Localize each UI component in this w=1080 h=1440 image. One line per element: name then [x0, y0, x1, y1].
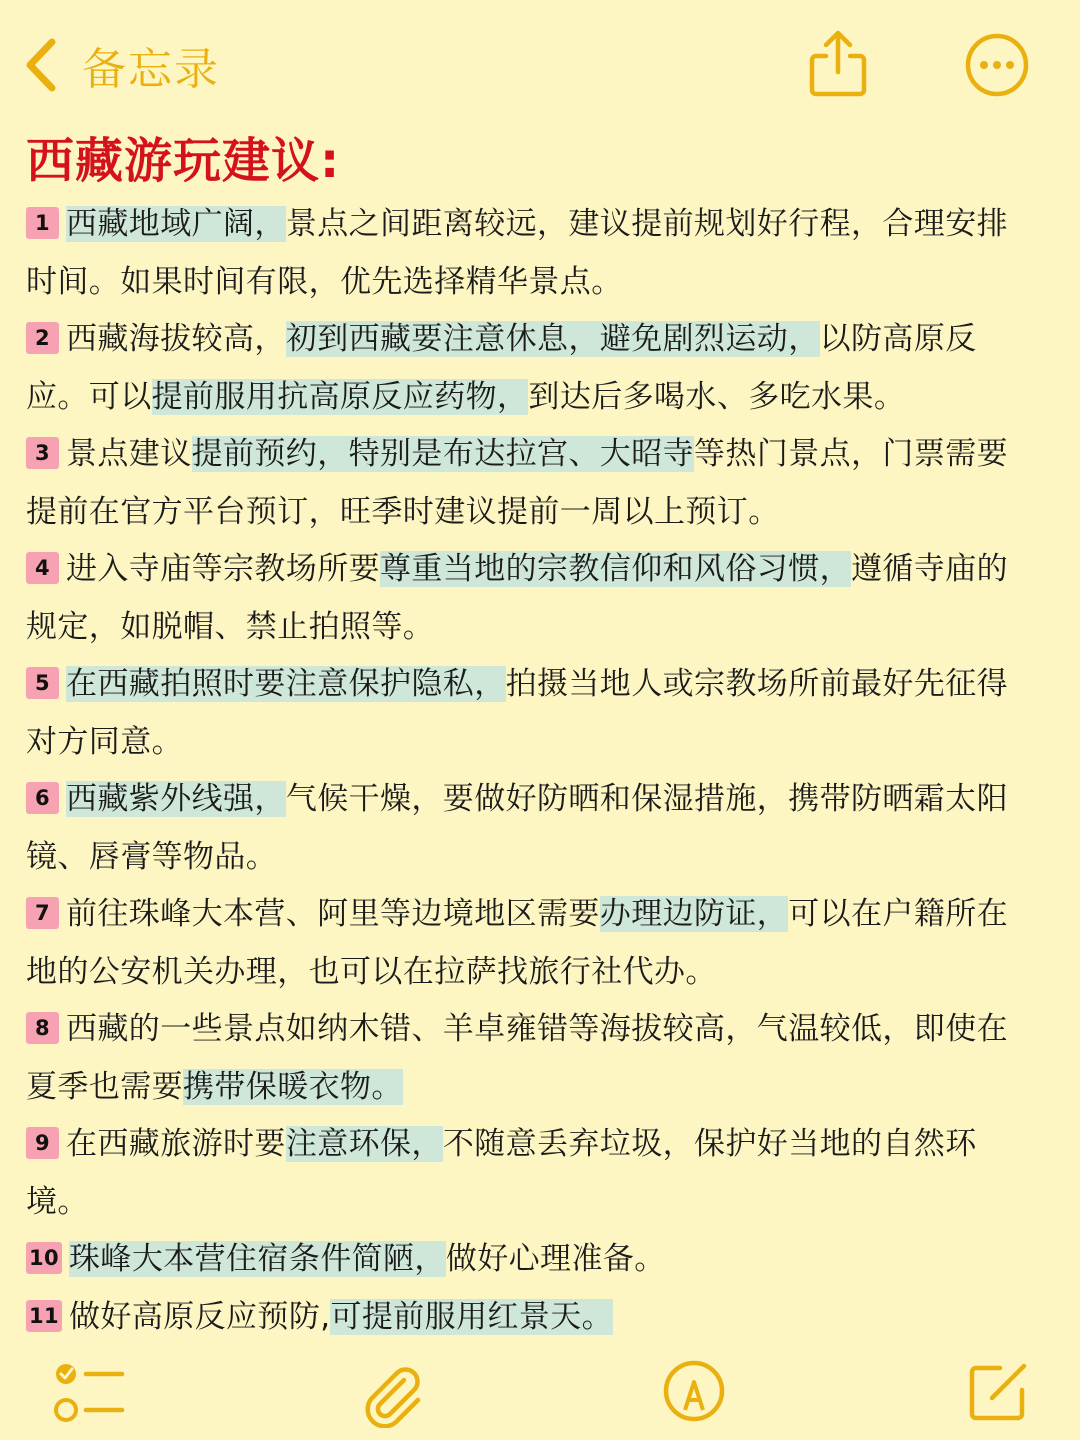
highlighted-text: 在西藏拍照时要注意保护隐私，: [66, 666, 506, 702]
note-item-7: [26, 886, 1036, 1001]
checklist-button[interactable]: [52, 1360, 126, 1430]
compose-button[interactable]: [966, 1358, 1032, 1428]
markup-pen-icon: [661, 1409, 727, 1428]
item-text: 做好心理准备。: [445, 1241, 666, 1277]
highlighted-text: 西藏紫外线强，: [66, 781, 286, 817]
highlighted-text: 西藏地域广阔，: [66, 206, 286, 242]
more-button[interactable]: [964, 32, 1030, 98]
item-text: 以防高原反应。可以: [26, 321, 977, 415]
note-item-3: [26, 426, 1036, 541]
item-number-badge: 2: [26, 322, 59, 354]
item-number-badge: 9: [26, 1127, 59, 1159]
item-text: 西藏的一些景点如纳木错、羊卓雍错等海拔较高，气温较低，即使在夏季也需要: [26, 1011, 1008, 1105]
note-item-4: [26, 541, 1036, 656]
item-number-badge: 6: [26, 782, 59, 814]
bottom-toolbar: [0, 1350, 1080, 1440]
item-number-badge: 8: [26, 1012, 59, 1044]
item-text: 到达后多喝水、多吃水果。: [528, 378, 906, 415]
item-text: 西藏海拔较高，: [66, 321, 286, 357]
share-icon: [806, 85, 870, 104]
item-text: 景点建议: [66, 436, 192, 472]
navigation-bar: [0, 0, 1080, 130]
note-item-1: [26, 196, 1036, 311]
item-text: 在西藏旅游时要: [66, 1126, 286, 1162]
note-item-10: [26, 1231, 1036, 1289]
note-item-11: [26, 1289, 1036, 1347]
item-text: 做好高原反应预防,: [69, 1298, 331, 1335]
back-label: 备忘录: [82, 44, 220, 95]
item-number-badge: 10: [26, 1242, 62, 1274]
item-text: 前往珠峰大本营、阿里等边境地区需要: [66, 896, 600, 932]
highlighted-text: 办理边防证，: [599, 896, 789, 932]
paperclip-icon: [360, 1413, 426, 1432]
item-number-badge: 4: [26, 552, 59, 584]
item-number-badge: 7: [26, 897, 59, 929]
note-item-6: [26, 771, 1036, 886]
item-text: 景点之间距离较远，建议提前规划好行程，合理安排时间。如果时间有限，优先选择精华景点。: [26, 206, 1009, 300]
checklist-icon: [52, 1411, 126, 1430]
item-text: 遵循寺庙的规定，如脱帽、禁止拍照等。: [26, 551, 1008, 645]
highlighted-text: 注意环保，: [285, 1126, 443, 1162]
item-text: 气候干燥，要做好防晒和保湿措施，携带防晒霜太阳镜、唇膏等物品。: [26, 781, 1009, 875]
highlighted-text: 携带保暖衣物。: [183, 1068, 403, 1105]
markup-button[interactable]: [661, 1358, 727, 1428]
highlighted-text: 初到西藏要注意休息，避免剧烈运动，: [285, 321, 820, 357]
highlighted-text: 珠峰大本营住宿条件简陋，: [69, 1241, 446, 1277]
note-item-8: [26, 1001, 1036, 1116]
item-number-badge: 11: [26, 1300, 62, 1332]
compose-icon: [966, 1409, 1032, 1428]
item-number-badge: 1: [26, 207, 59, 239]
item-text: 等热门景点，门票需要提前在官方平台预订，旺季时建议提前一周以上预订。: [26, 436, 1009, 530]
note-item-2: [26, 311, 1036, 426]
item-text: 可以在户籍所在地的公安机关办理，也可以在拉萨找旅行社代办。: [26, 896, 1009, 990]
item-text: 进入寺庙等宗教场所要: [66, 551, 380, 587]
share-button[interactable]: [806, 28, 870, 100]
note-item-9: [26, 1116, 1036, 1231]
item-text: 不随意丢弃垃圾，保护好当地的自然环境。: [26, 1126, 977, 1220]
highlighted-text: 提前服用抗高原反应药物，: [151, 378, 529, 415]
back-button[interactable]: [22, 30, 220, 100]
highlighted-text: 可提前服用红景天。: [330, 1298, 614, 1335]
note-title: 西藏游玩建议:: [26, 133, 341, 189]
note-body[interactable]: [26, 196, 1036, 1346]
ellipsis-circle-icon: [964, 83, 1030, 102]
item-text: 拍摄当地人或宗教场所前最好先征得对方同意。: [26, 666, 1009, 760]
item-number-badge: 3: [26, 437, 59, 469]
highlighted-text: 提前预约，特别是布达拉宫、大昭寺: [191, 436, 695, 472]
attachment-button[interactable]: [360, 1362, 426, 1432]
note-item-5: [26, 656, 1036, 771]
chevron-left-icon: [22, 36, 60, 94]
highlighted-text: 尊重当地的宗教信仰和风俗习惯，: [380, 551, 851, 587]
item-number-badge: 5: [26, 667, 59, 699]
